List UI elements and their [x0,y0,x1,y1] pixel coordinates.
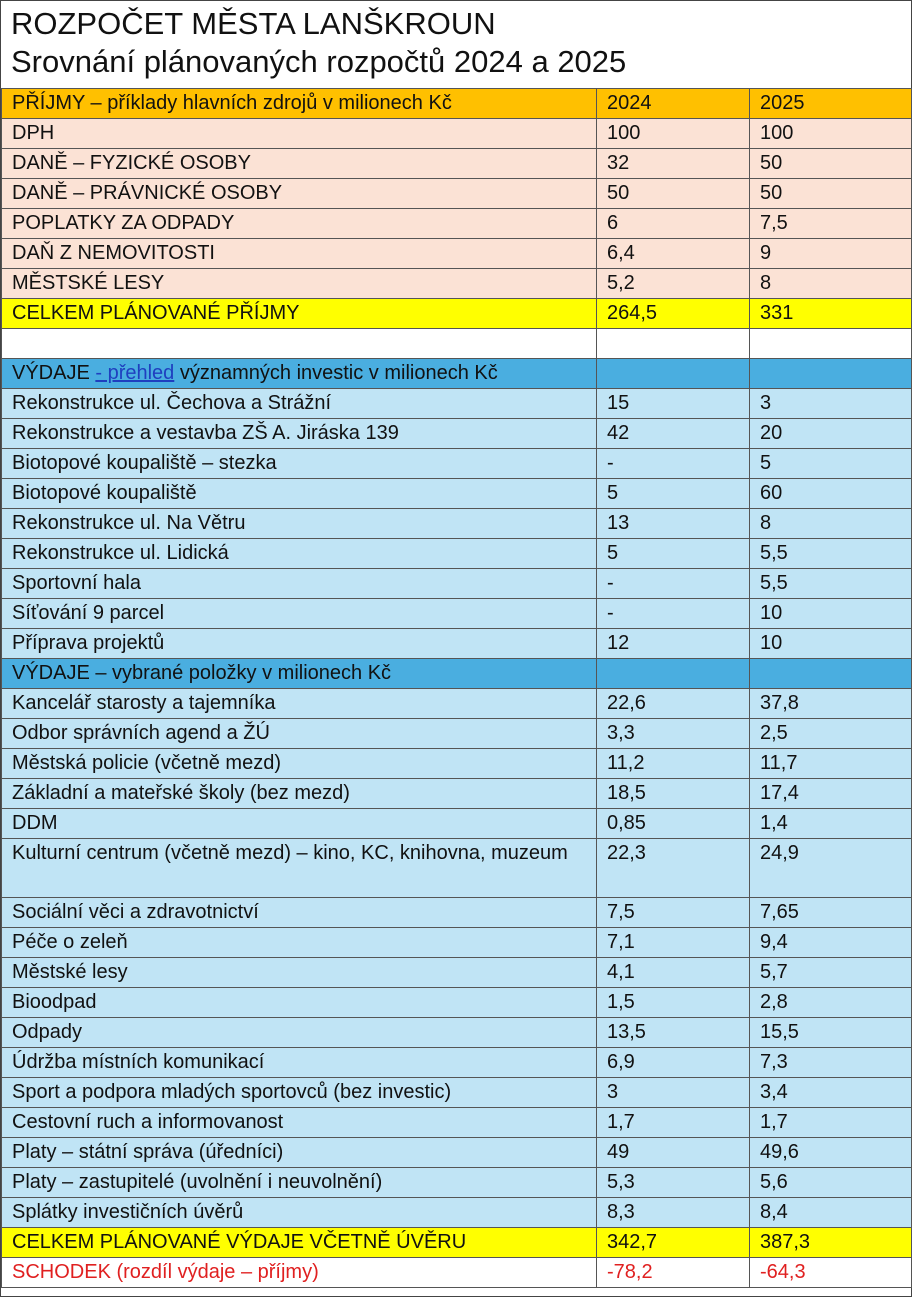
expense-row [2,839,912,898]
row-label: Základní a mateřské školy (bez mezd) [2,779,597,809]
row-label: Platy – státní správa (úředníci) [2,1138,597,1168]
expenses-header-label: VÝDAJE – vybrané položky v milionech Kč [2,659,597,689]
income-header-2025: 2025 [750,89,912,119]
value-2025: 9,4 [750,928,912,958]
value-2025: 60 [750,479,912,509]
expense-row [2,1048,912,1078]
value-2024: 42 [597,419,750,449]
expense-row [2,1108,912,1138]
row-label: Městské lesy [2,958,597,988]
value-2024: 22,3 [597,839,750,898]
spacer-row [2,329,912,359]
budget-table [1,88,912,1288]
value-2024: - [597,599,750,629]
value-2024: 1,5 [597,988,750,1018]
expense-row [2,1078,912,1108]
row-label: Splátky investičních úvěrů [2,1198,597,1228]
expense-row [2,1018,912,1048]
value-2024: 13 [597,509,750,539]
investment-row [2,479,912,509]
value-2025: 2,8 [750,988,912,1018]
row-label: MĚSTSKÉ LESY [2,269,597,299]
header-empty-cell [597,659,750,689]
value-2025: 10 [750,599,912,629]
row-label: Biotopové koupaliště [2,479,597,509]
investments-header-label [2,359,597,389]
income-row [2,149,912,179]
row-label: Rekonstrukce a vestavba ZŠ A. Jiráska 139 [2,419,597,449]
overview-link[interactable]: - přehled [95,362,175,384]
row-label: Sportovní hala [2,569,597,599]
expense-row [2,898,912,928]
header-empty-cell [597,359,750,389]
expense-row [2,689,912,719]
row-label: DANĚ – FYZICKÉ OSOBY [2,149,597,179]
value-2024: 22,6 [597,689,750,719]
income-total-2025: 331 [750,299,912,329]
value-2025: 7,3 [750,1048,912,1078]
income-header-row [2,89,912,119]
value-2025: 1,7 [750,1108,912,1138]
value-2024: 18,5 [597,779,750,809]
expenses-total-2024: 342,7 [597,1228,750,1258]
investment-row [2,539,912,569]
income-row [2,119,912,149]
investment-row [2,509,912,539]
income-row [2,269,912,299]
income-header-2024: 2024 [597,89,750,119]
investments-header-row [2,359,912,389]
value-2025: 100 [750,119,912,149]
value-2025: 7,65 [750,898,912,928]
value-2024: 7,1 [597,928,750,958]
spacer-cell [597,329,750,359]
value-2025: 5,5 [750,569,912,599]
expense-row [2,1168,912,1198]
row-label: Odpady [2,1018,597,1048]
income-row [2,209,912,239]
investment-row [2,419,912,449]
value-2025: 20 [750,419,912,449]
row-label: DPH [2,119,597,149]
value-2025: 5,7 [750,958,912,988]
expense-row [2,958,912,988]
investment-row [2,599,912,629]
value-2024: 5 [597,539,750,569]
value-2024: 6,4 [597,239,750,269]
row-label: Rekonstrukce ul. Na Větru [2,509,597,539]
row-label: Péče o zeleň [2,928,597,958]
value-2024: 50 [597,179,750,209]
row-label: DAŇ Z NEMOVITOSTI [2,239,597,269]
value-2024: 6 [597,209,750,239]
row-label: Cestovní ruch a informovanost [2,1108,597,1138]
value-2024: 3 [597,1078,750,1108]
row-label: Rekonstrukce ul. Čechova a Strážní [2,389,597,419]
value-2024: 11,2 [597,749,750,779]
investments-header-suffix: významných investic v milionech Kč [174,362,498,384]
expense-row [2,719,912,749]
investment-row [2,629,912,659]
investment-row [2,449,912,479]
row-label: DDM [2,809,597,839]
investments-header-prefix: VÝDAJE [12,362,96,384]
income-row [2,179,912,209]
budget-table-body [2,89,912,1288]
investment-row [2,389,912,419]
deficit-label: SCHODEK (rozdíl výdaje – příjmy) [2,1258,597,1288]
value-2024: - [597,569,750,599]
row-label: DANĚ – PRÁVNICKÉ OSOBY [2,179,597,209]
value-2025: 8 [750,269,912,299]
value-2025: 3 [750,389,912,419]
deficit-2025: -64,3 [750,1258,912,1288]
page-title: ROZPOČET MĚSTA LANŠKROUN [11,6,496,41]
value-2025: 17,4 [750,779,912,809]
value-2024: 5,2 [597,269,750,299]
row-label: Platy – zastupitelé (uvolnění i neuvolnění) [2,1168,597,1198]
investment-row [2,569,912,599]
value-2024: 5 [597,479,750,509]
row-label: Síťování 9 parcel [2,599,597,629]
row-label: Odbor správních agend a ŽÚ [2,719,597,749]
deficit-2024: -78,2 [597,1258,750,1288]
spacer-cell [750,329,912,359]
value-2025: 50 [750,149,912,179]
expense-row [2,1138,912,1168]
expense-row [2,928,912,958]
value-2024: 12 [597,629,750,659]
value-2024: 49 [597,1138,750,1168]
value-2025: 15,5 [750,1018,912,1048]
value-2025: 5,6 [750,1168,912,1198]
value-2025: 24,9 [750,839,912,898]
row-label: Příprava projektů [2,629,597,659]
row-label: Kancelář starosty a tajemníka [2,689,597,719]
row-label: Bioodpad [2,988,597,1018]
expense-row [2,1198,912,1228]
value-2024: 32 [597,149,750,179]
value-2024: 1,7 [597,1108,750,1138]
value-2025: 10 [750,629,912,659]
value-2024: 13,5 [597,1018,750,1048]
row-label: Biotopové koupaliště – stezka [2,449,597,479]
value-2024: 8,3 [597,1198,750,1228]
value-2025: 2,5 [750,719,912,749]
expense-row [2,779,912,809]
row-label: Městská policie (včetně mezd) [2,749,597,779]
value-2024: 0,85 [597,809,750,839]
value-2025: 50 [750,179,912,209]
value-2025: 49,6 [750,1138,912,1168]
header-empty-cell [750,359,912,389]
income-total-label: CELKEM PLÁNOVANÉ PŘÍJMY [2,299,597,329]
deficit-row [2,1258,912,1288]
value-2025: 5 [750,449,912,479]
value-2024: 7,5 [597,898,750,928]
spacer-cell [2,329,597,359]
value-2025: 11,7 [750,749,912,779]
value-2024: 6,9 [597,1048,750,1078]
income-total-2024: 264,5 [597,299,750,329]
value-2024: 15 [597,389,750,419]
page-subtitle: Srovnání plánovaných rozpočtů 2024 a 2025 [11,44,627,79]
expense-row [2,749,912,779]
row-label: Sociální věci a zdravotnictví [2,898,597,928]
header-empty-cell [750,659,912,689]
expenses-total-label: CELKEM PLÁNOVANÉ VÝDAJE VČETNĚ ÚVĚRU [2,1228,597,1258]
value-2024: 5,3 [597,1168,750,1198]
row-label: POPLATKY ZA ODPADY [2,209,597,239]
value-2025: 8 [750,509,912,539]
expenses-total-row [2,1228,912,1258]
income-row [2,239,912,269]
value-2024: 4,1 [597,958,750,988]
value-2024: 100 [597,119,750,149]
value-2025: 37,8 [750,689,912,719]
row-label: Údržba místních komunikací [2,1048,597,1078]
title-block [1,1,911,88]
value-2024: 3,3 [597,719,750,749]
expenses-total-2025: 387,3 [750,1228,912,1258]
row-label: Kulturní centrum (včetně mezd) – kino, KC, knihovna, muzeum [2,839,597,898]
expenses-header-row [2,659,912,689]
value-2024: - [597,449,750,479]
value-2025: 5,5 [750,539,912,569]
income-header-label: PŘÍJMY – příklady hlavních zdrojů v milionech Kč [2,89,597,119]
value-2025: 1,4 [750,809,912,839]
value-2025: 8,4 [750,1198,912,1228]
expense-row [2,809,912,839]
value-2025: 3,4 [750,1078,912,1108]
expense-row [2,988,912,1018]
income-total-row [2,299,912,329]
row-label: Sport a podpora mladých sportovců (bez investic) [2,1078,597,1108]
value-2025: 9 [750,239,912,269]
row-label: Rekonstrukce ul. Lidická [2,539,597,569]
value-2025: 7,5 [750,209,912,239]
